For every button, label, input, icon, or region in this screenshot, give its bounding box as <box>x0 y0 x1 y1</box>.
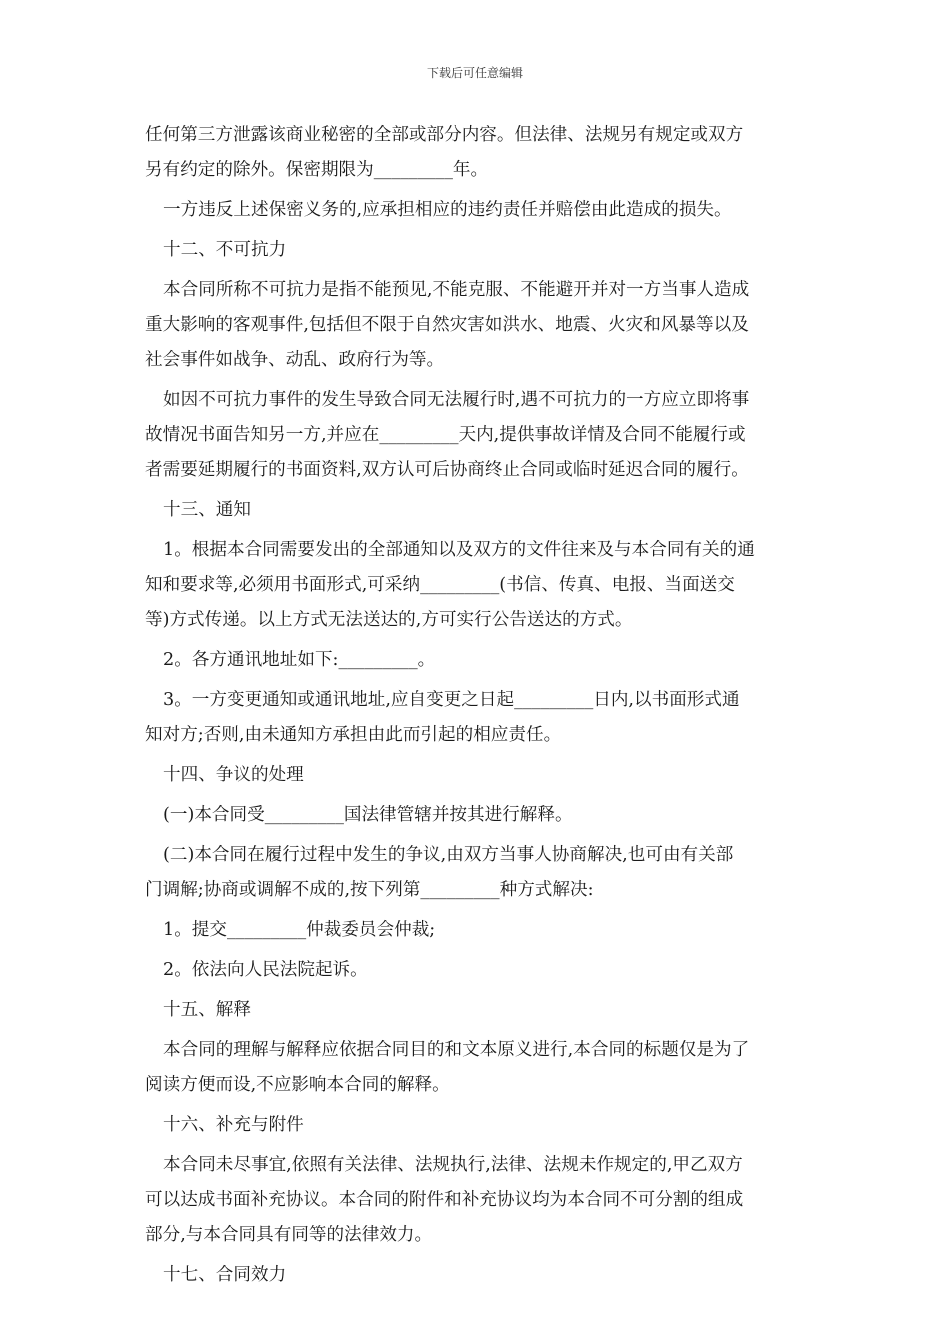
paragraph-dispute-opt-1 <box>145 913 809 948</box>
paragraph-dispute-opt-2 <box>145 953 809 988</box>
text-line: 重大影响的客观事件,包括但不限于自然灾害如洪水、地震、火灾和风暴等以及 <box>145 315 749 335</box>
text-line: 阅读方便而设,不应影响本合同的解释。 <box>145 1075 450 1095</box>
paragraph-h15 <box>145 993 809 1028</box>
text-line: 十四、争议的处理 <box>163 765 304 785</box>
text-line: 2。各方通讯地址如下:_________。 <box>163 650 436 670</box>
paragraph-force-majeure-notice <box>145 383 809 488</box>
paragraph-dispute-2 <box>145 838 809 908</box>
text-line: 3。一方变更通知或通讯地址,应自变更之日起_________日内,以书面形式通 <box>163 690 740 710</box>
text-line: 故情况书面告知另一方,并应在_________天内,提供事故详情及合同不能履行或 <box>145 425 746 445</box>
paragraph-breach <box>145 193 809 228</box>
paragraph-notice-2 <box>145 643 809 678</box>
paragraph-notice-3 <box>145 683 809 753</box>
text-line: 如因不可抗力事件的发生导致合同无法履行时,遇不可抗力的一方应立即将事 <box>163 390 750 410</box>
paragraph-confidentiality <box>145 118 809 188</box>
text-line: (二)本合同在履行过程中发生的争议,由双方当事人协商解决,也可由有关部 <box>163 845 734 865</box>
paragraph-h12 <box>145 233 809 268</box>
text-line: 者需要延期履行的书面资料,双方认可后协商终止合同或临时延迟合同的履行。 <box>145 460 749 480</box>
text-line: 任何第三方泄露该商业秘密的全部或部分内容。但法律、法规另有规定或双方 <box>145 125 744 145</box>
text-line: 一方违反上述保密义务的,应承担相应的违约责任并赔偿由此造成的损失。 <box>163 200 732 220</box>
paragraph-notice-1 <box>145 533 809 638</box>
paragraph-dispute-1 <box>145 798 809 833</box>
text-line: 部分,与本合同具有同等的法律效力。 <box>145 1225 433 1245</box>
text-line: 另有约定的除外。保密期限为_________年。 <box>145 160 489 180</box>
text-line: 十六、补充与附件 <box>163 1115 304 1135</box>
page-header-note: 下载后可任意编辑 <box>426 66 523 80</box>
paragraph-interpretation <box>145 1033 809 1103</box>
paragraph-h17 <box>145 1258 809 1293</box>
text-line: 十二、不可抗力 <box>163 240 287 260</box>
text-line: 2。依法向人民法院起诉。 <box>163 960 368 980</box>
text-line: 知和要求等,必须用书面形式,可采纳_________(书信、传真、电报、当面送交 <box>145 575 735 595</box>
text-line: 社会事件如战争、动乱、政府行为等。 <box>145 350 445 370</box>
paragraph-h13 <box>145 493 809 528</box>
text-line: (一)本合同受_________国法律管辖并按其进行解释。 <box>163 805 573 825</box>
text-line: 本合同所称不可抗力是指不能预见,不能克服、不能避开并对一方当事人造成 <box>163 280 750 300</box>
text-line: 本合同的理解与解释应依据合同目的和文本原义进行,本合同的标题仅是为了 <box>163 1040 750 1060</box>
text-line: 1。提交_________仲裁委员会仲裁; <box>163 920 436 940</box>
paragraph-force-majeure-def <box>145 273 809 378</box>
paragraph-h14 <box>145 758 809 793</box>
document-body <box>145 118 809 1298</box>
text-line: 可以达成书面补充协议。本合同的附件和补充协议均为本合同不可分割的组成 <box>145 1190 744 1210</box>
text-line: 1。根据本合同需要发出的全部通知以及双方的文件往来及与本合同有关的通 <box>163 540 755 560</box>
text-line: 本合同未尽事宜,依照有关法律、法规执行,法律、法规未作规定的,甲乙双方 <box>163 1155 743 1175</box>
text-line: 门调解;协商或调解不成的,按下列第_________种方式解决: <box>145 880 594 900</box>
paragraph-h16 <box>145 1108 809 1143</box>
text-line: 知对方;否则,由未通知方承担由此而引起的相应责任。 <box>145 725 562 745</box>
text-line: 等)方式传递。以上方式无法送达的,方可实行公告送达的方式。 <box>145 610 633 630</box>
text-line: 十七、合同效力 <box>163 1265 287 1285</box>
text-line: 十三、通知 <box>163 500 251 520</box>
text-line: 十五、解释 <box>163 1000 251 1020</box>
paragraph-supplement <box>145 1148 809 1253</box>
